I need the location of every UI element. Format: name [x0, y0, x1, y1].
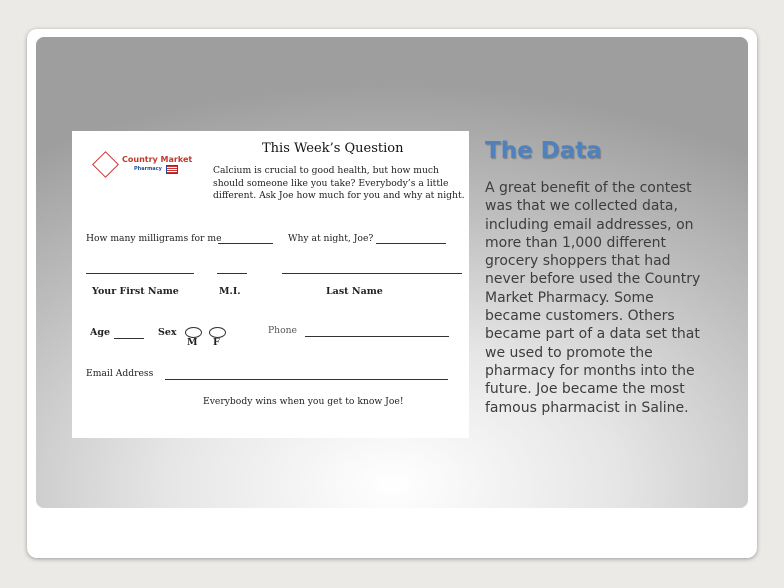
logo-name: Country Market — [122, 155, 193, 164]
age-label: Age — [90, 327, 111, 338]
last-name-label: Last Name — [326, 286, 383, 297]
why-night-question: Why at night, Joe? — [288, 233, 374, 244]
mi-label: M.I. — [219, 286, 241, 297]
sex-f-label: F — [213, 337, 220, 348]
contest-form-image — [72, 131, 469, 438]
phone-line — [305, 336, 449, 337]
logo-sub: Pharmacy — [134, 166, 162, 172]
first-name-label: Your First Name — [92, 286, 179, 297]
first-name-line — [86, 273, 194, 274]
slide-title: The Data — [485, 138, 602, 164]
country-market-logo — [90, 151, 193, 181]
milligrams-answer-line — [218, 243, 273, 244]
slide-body-text: A great benefit of the contest was that we collected data, including email addresses, on more than 1,000 different grocery shoppers that had never before used the Country Market Pharmacy. Some became customers. Others became part of a data set that we used to promote the pharmacy for months into the future. Joe became the most famous pharmacist in Saline. — [485, 180, 701, 416]
age-line — [114, 338, 144, 339]
form-footer: Everybody wins when you get to know Joe! — [203, 396, 404, 407]
flag-icon — [166, 165, 178, 174]
sex-label: Sex — [158, 327, 177, 338]
mi-line — [217, 273, 247, 274]
form-intro: Calcium is crucial to good health, but how much should someone like you take? Everybody’s a little different. Ask Joe how much for you and why at night. — [213, 165, 465, 201]
sex-m-label: M — [187, 337, 198, 348]
email-line — [165, 379, 448, 380]
form-title: This Week’s Question — [262, 141, 404, 156]
why-night-answer-line — [376, 243, 446, 244]
phone-label: Phone — [268, 325, 297, 336]
milligrams-question: How many milligrams for me — [86, 233, 222, 244]
logo-diamond-icon — [92, 151, 119, 178]
last-name-line — [282, 273, 462, 274]
email-label: Email Address — [86, 368, 154, 379]
